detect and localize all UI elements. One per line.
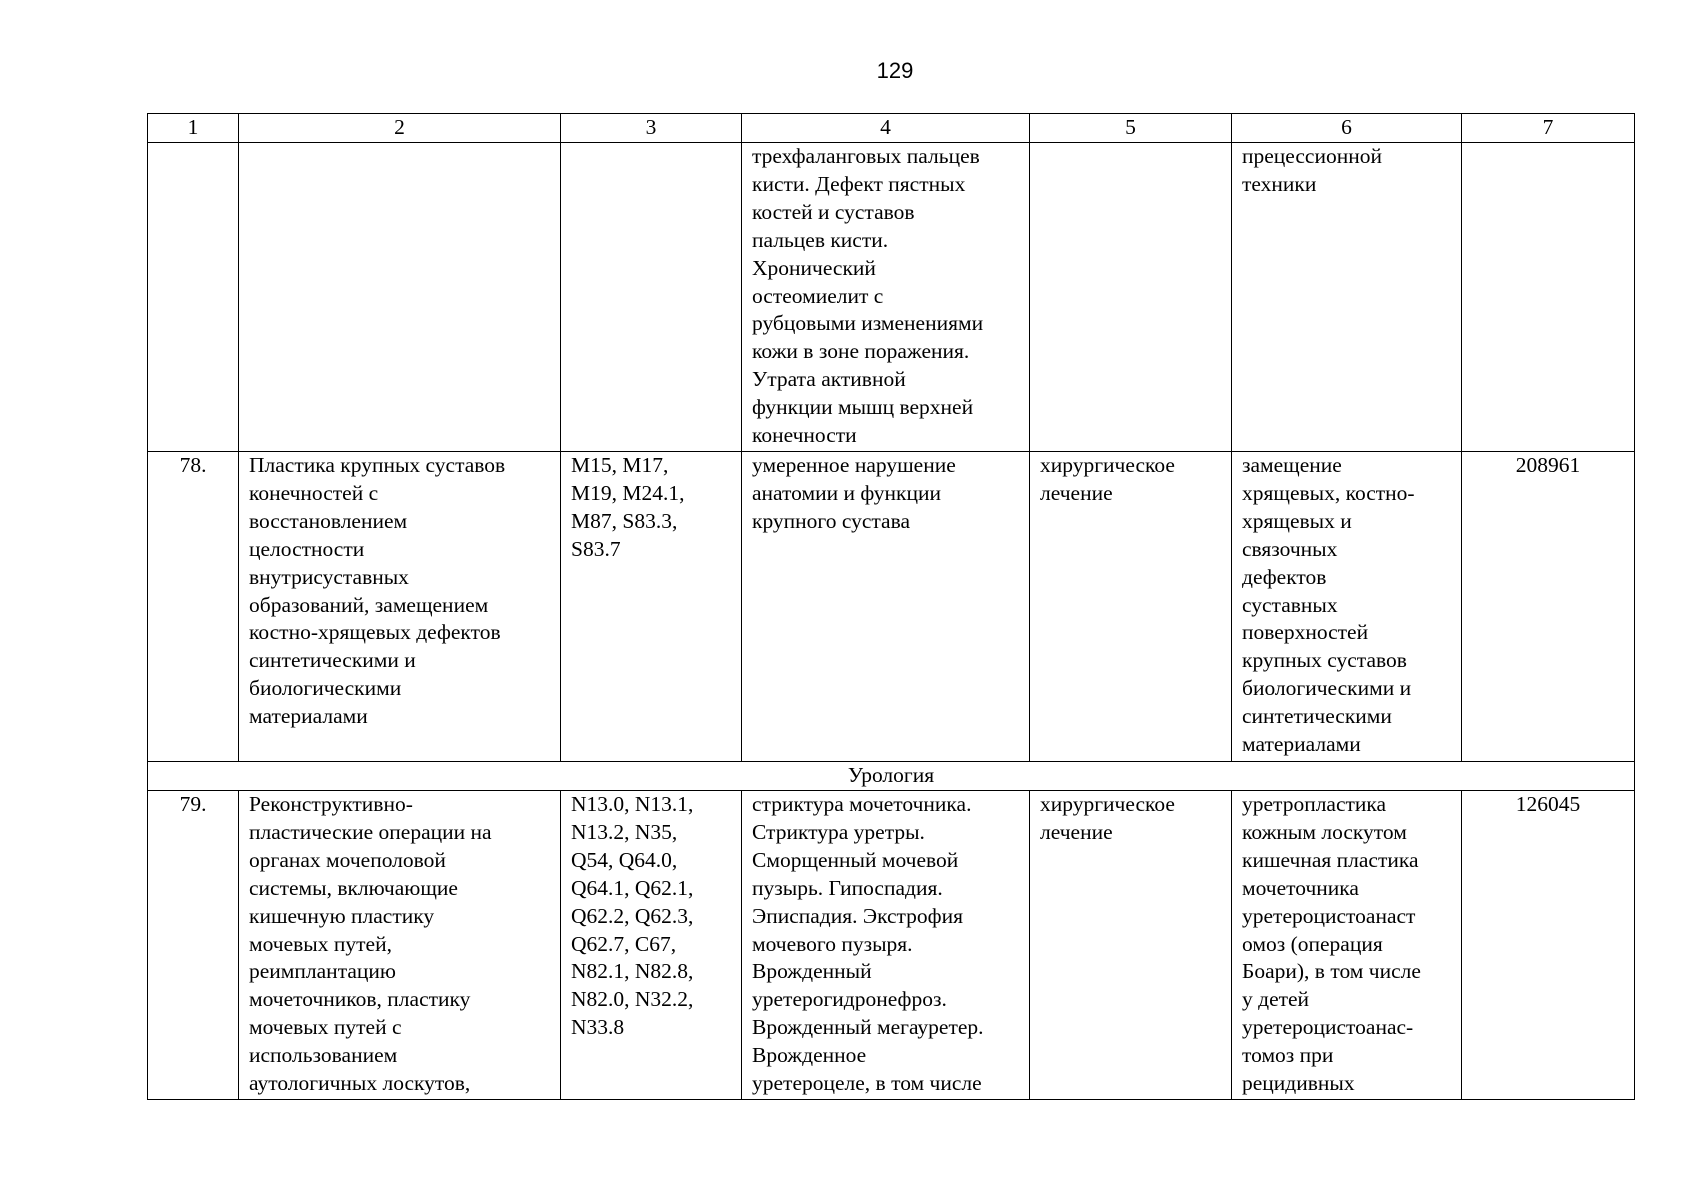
column-number: 6 <box>1232 114 1462 143</box>
table-row-79 <box>148 791 1635 1100</box>
patient-model-cell: трехфаланговых пальцев кисти. Дефект пястных костей и суставов пальцев кисти. Хронический остеомиелит с рубцовыми изменениями кожи в зоне поражения. Утрата активной функции мышц верхней конечности <box>742 143 1030 452</box>
column-number-row <box>148 114 1635 143</box>
row-number-cell <box>148 143 239 452</box>
page-number: 129 <box>876 58 914 83</box>
cost-cell: 126045 <box>1462 791 1635 1100</box>
patient-model-cell: стриктура мочеточника. Стриктура уретры. Сморщенный мочевой пузырь. Гипоспадия. Эписпадия. Экстрофия мочевого пузыря. Врожденный уретерогидронефроз. Врожденный мегауретер. Врожденное уретероцеле, в том числе <box>742 791 1030 1100</box>
treatment-type-cell: хирургическое лечение <box>1030 452 1232 762</box>
section-row <box>148 762 1635 791</box>
treatment-method-cell: прецессионной техники <box>1232 143 1462 452</box>
care-type-cell <box>239 143 561 452</box>
column-number: 2 <box>239 114 561 143</box>
row-number-cell: 79. <box>148 791 239 1100</box>
care-type-cell: Пластика крупных суставов конечностей с восстановлением целостности внутрисуставных образований, замещением костно-хрящевых дефектов синтетическими и биологическими материалами <box>239 452 561 762</box>
column-number: 4 <box>742 114 1030 143</box>
icd-codes-cell: N13.0, N13.1, N13.2, N35, Q54, Q64.0, Q64.1, Q62.1, Q62.2, Q62.3, Q62.7, C67, N82.1, N82.8, N82.0, N32.2, N33.8 <box>561 791 742 1100</box>
treatment-method-cell: уретропластика кожным лоскутом кишечная пластика мочеточника уретероцистоанаст омоз (операция Боари), в том числе у детей уретероцистоанас- томоз при рецидивных <box>1232 791 1462 1100</box>
column-number: 3 <box>561 114 742 143</box>
patient-model-cell: умеренное нарушение анатомии и функции крупного сустава <box>742 452 1030 762</box>
column-number: 7 <box>1462 114 1635 143</box>
treatment-type-cell: хирургическое лечение <box>1030 791 1232 1100</box>
procedures-table <box>147 113 1635 1100</box>
table-row-continuation <box>148 143 1635 452</box>
column-number: 1 <box>148 114 239 143</box>
treatment-method-cell: замещение хрящевых, костно- хрящевых и связочных дефектов суставных поверхностей крупных суставов биологическими и синтетическими материалами <box>1232 452 1462 762</box>
cost-cell: 208961 <box>1462 452 1635 762</box>
row-number-cell: 78. <box>148 452 239 762</box>
icd-codes-cell: M15, M17, M19, M24.1, M87, S83.3, S83.7 <box>561 452 742 762</box>
icd-codes-cell <box>561 143 742 452</box>
column-number: 5 <box>1030 114 1232 143</box>
table-row-78 <box>148 452 1635 762</box>
cost-cell <box>1462 143 1635 452</box>
treatment-type-cell <box>1030 143 1232 452</box>
care-type-cell: Реконструктивно- пластические операции на органах мочеполовой системы, включающие кишечную пластику мочевых путей, реимплантацию мочеточников, пластику мочевых путей с использованием аутологичных лоскутов, <box>239 791 561 1100</box>
section-title: Урология <box>148 762 1635 791</box>
